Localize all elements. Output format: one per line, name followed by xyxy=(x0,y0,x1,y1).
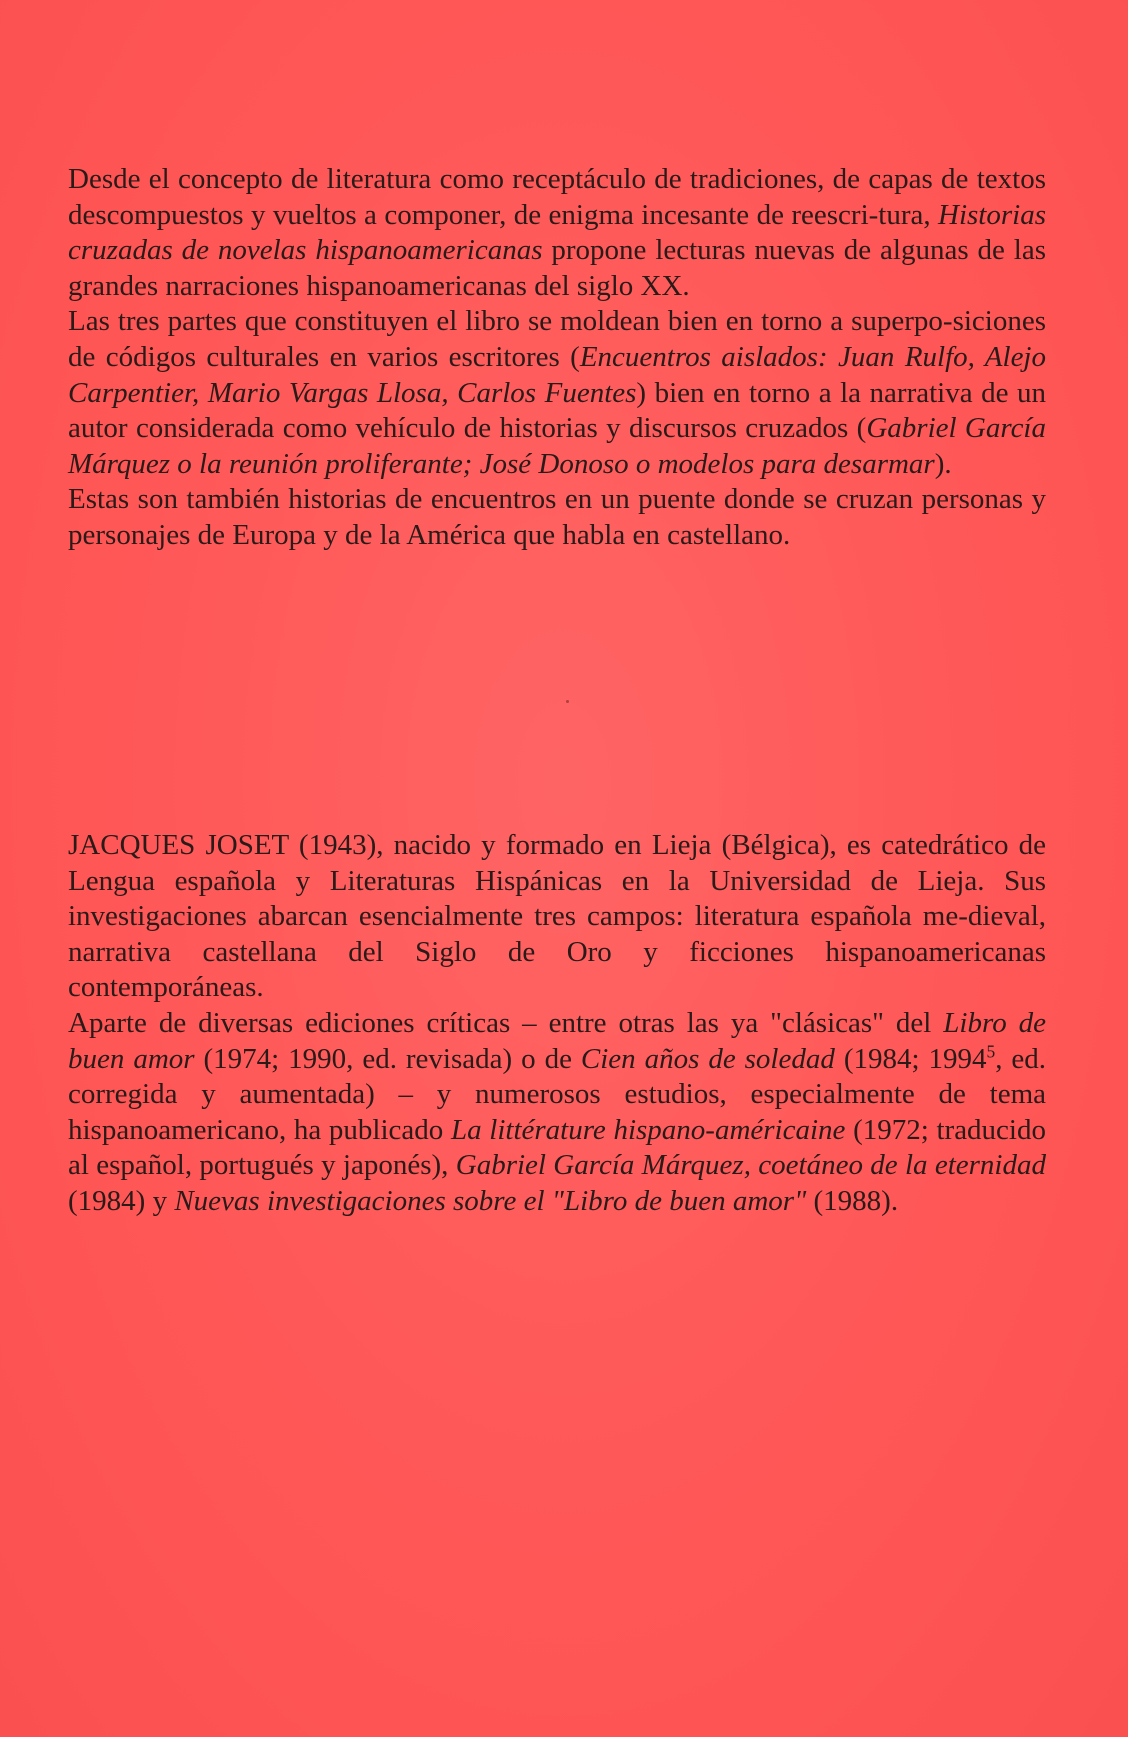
work-title-italic: La littérature hispano-américaine xyxy=(450,1113,846,1146)
bio-text: (1974; 1990, ed. revisada) o de xyxy=(194,1042,581,1075)
description-text: Desde el concepto de literatura como receptáculo de tradiciones, de capas de textos descompuestos y vueltos a componer, de enigma incesante de reescri-tura, xyxy=(68,163,1046,231)
description-paragraph-2 xyxy=(68,304,1046,482)
book-title-italic: Historias cruzadas de novelas hispanoamericanas xyxy=(68,198,1046,267)
edition-superscript: 5 xyxy=(986,1040,996,1061)
part-title-italic: Encuentros aislados: Juan Rulfo, Alejo Carpentier, Mario Vargas Llosa, Carlos Fuentes xyxy=(68,340,1046,409)
work-title-italic: Cien años de soledad xyxy=(580,1042,835,1075)
part-title-italic: Gabriel García Márquez o la reunión proliferante; José Donoso o modelos para desarmar xyxy=(68,412,1046,480)
bio-text: (1984; 1994 xyxy=(834,1042,987,1075)
work-title-italic: Libro de buen amor xyxy=(68,1006,1046,1075)
description-text: ). xyxy=(934,447,952,480)
bio-text: (1972; traducido al español, portugués y japonés), xyxy=(68,1113,1046,1182)
author-biography xyxy=(68,828,1046,1220)
description-text: Las tres partes que constituyen el libro se moldean bien en torno a superpo-siciones de códigos culturales en varios escritores ( xyxy=(68,305,1046,373)
book-description xyxy=(68,162,1046,554)
print-speck xyxy=(566,700,569,703)
bio-text: (1984) y xyxy=(68,1184,175,1217)
description-text: propone lecturas nuevas de algunas de las grandes narraciones hispanoamericanas del siglo XX. xyxy=(68,234,1047,302)
description-paragraph-1 xyxy=(68,162,1046,304)
bio-text: (1988). xyxy=(806,1184,899,1217)
bio-text: , ed. corregida y aumentada) – y numerosos estudios, especialmente de tema hispanoamericano, ha publicado xyxy=(68,1042,1047,1146)
work-title-italic: Gabriel García Márquez, coetáneo de la eternidad xyxy=(455,1149,1046,1182)
bio-text: Aparte de diversas ediciones críticas – entre otras las ya "clásicas" del xyxy=(68,1006,944,1039)
work-title-italic: Nuevas investigaciones sobre el "Libro de buen amor" xyxy=(174,1184,807,1217)
bio-paragraph-2 xyxy=(68,1006,1046,1220)
description-text: ) bien en torno a la narrativa de un autor considerada como vehículo de historias y discursos cruzados ( xyxy=(68,376,1047,445)
description-paragraph-3: Estas son también historias de encuentros en un puente donde se cruzan personas y personajes de Europa y de la América que habla en castellano. xyxy=(68,483,1046,551)
bio-paragraph-1: JACQUES JOSET (1943), nacido y formado en Lieja (Bélgica), es catedrático de Lengua española y Literaturas Hispánicas en la Universidad de Lieja. Sus investigaciones abarcan esencialmente tres campos: literatura española me-dieval, narrativa castellana del Siglo de Oro y ficciones hispanoamericanas contemporáneas. xyxy=(68,829,1046,1004)
